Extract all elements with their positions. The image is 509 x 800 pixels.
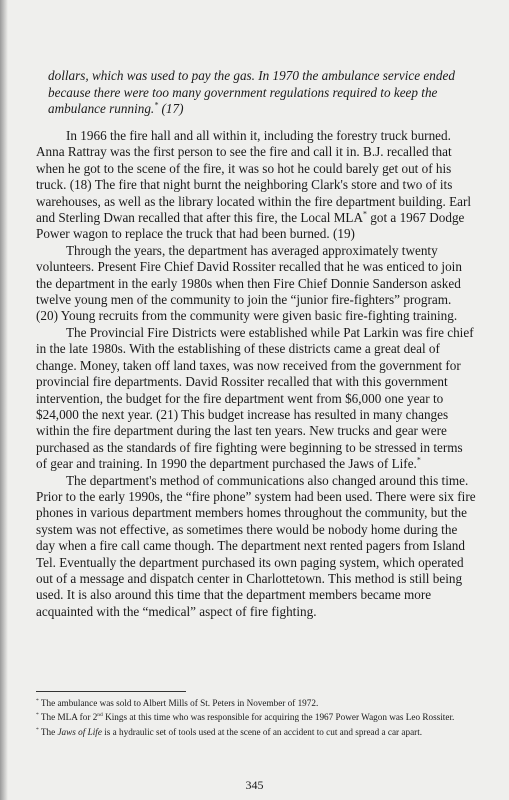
footnote-jaws-of-life: [36, 726, 476, 738]
page-number: 345: [245, 778, 264, 792]
footnote-ambulance: [36, 697, 476, 709]
footnote-marker: *: [36, 726, 39, 733]
footnote-marker: *: [36, 712, 39, 719]
footnote-marker: *: [363, 209, 367, 219]
body-text: [36, 128, 476, 620]
footnote-text: The: [38, 726, 58, 737]
paragraph-text: The department's method of communications also changed around this time. Prior to the early 1990s, the “fire phone” system had been used. There were six fire phones in various department members homes throughout the community, but the system was not effective, as sometimes there would be nobody home during the day when a fire call came though. The department next rented pagers from Island Tel. Eventually the department purchased its own paging system, which operated out of a message and dispatch center in Charlottetown. This method is still being used. It is also around this time that the department members became more acquainted with the “medical” aspect of fire fighting.: [36, 472, 476, 619]
ordinal-suffix: nd: [97, 712, 103, 719]
quote-text: dollars, which was used to pay the gas. In 1970 the ambulance service ended because there were too many government regulations required to keep the ambulance running.: [48, 68, 455, 116]
footnote-text: The MLA for 2: [38, 712, 98, 723]
paragraph-text: In 1966 the fire hall and all within it, including the forestry truck burned. Anna Rattray was the first person to see the fire and call it in. B.J. recalled that when he got to the scene of the fire, it was so hot he could barely get out of his truck. (18) The fire that night burnt the neighboring Clark's store and two of its warehouses, as well as the library located within the fire department building. Earl and Sterling Dwan recalled that after this fire, the Local MLA: [36, 128, 472, 226]
footnote-text: is a hydraulic set of tools used at the scene of an accident to cut and spread a car apart.: [101, 726, 423, 737]
paragraph-text: The Provincial Fire Districts were established while Pat Larkin was fire chief in the late 1980s. With the establishing of these districts came a great deal of change. Money, taken off land taxes, was now received from the government for provincial fire departments. David Rossiter recalled that with this government intervention, the budget for the fire department went from $6,000 one year to $24,000 the next year. (21) This budget increase has resulted in many changes within the fire department during the last ten years. New trucks and gear were purchased as the standards of fire fighting were beginning to be stressed in terms of gear and training. In 1990 the department purchased the Jaws of Life.: [36, 324, 474, 472]
footnote-marker: *: [416, 455, 421, 465]
paragraph-fire-districts: [36, 325, 476, 473]
binding-shadow: [0, 0, 8, 800]
paragraph-text: got a 1967 Dodge Power wagon to replace the truck that had been burned. (19): [36, 210, 465, 242]
paragraph-volunteers: [36, 243, 476, 325]
paragraph-text: Through the years, the department has averaged approximately twenty volunteers. Present Fire Chief David Rossiter recalled that he was enticed to join the department in the early 1980s when then Fire Chief Donnie Sanderson asked twelve young men of the community to join the “junior fire-fighters” program. (20) Young recruits from the community were given basic fire-fighting training.: [36, 242, 462, 324]
block-quote: [48, 68, 460, 118]
footnote-mla: [36, 711, 476, 723]
footnote-text: The ambulance was sold to Albert Mills of St. Peters in November of 1972.: [38, 698, 319, 708]
footnotes: [36, 697, 476, 740]
footnote-marker: *: [36, 697, 39, 704]
footnote-rule: [36, 691, 186, 692]
paragraph-fire-1966: [36, 128, 476, 243]
paragraph-communications: [36, 473, 476, 621]
footnote-text: Kings at this time who was responsible for acquiring the 1967 Power Wagon was Leo Rossiter.: [102, 712, 455, 723]
footnote-marker: *: [154, 100, 159, 110]
footnote-emphasis: Jaws of Life: [57, 726, 102, 737]
citation: (17): [158, 101, 184, 116]
